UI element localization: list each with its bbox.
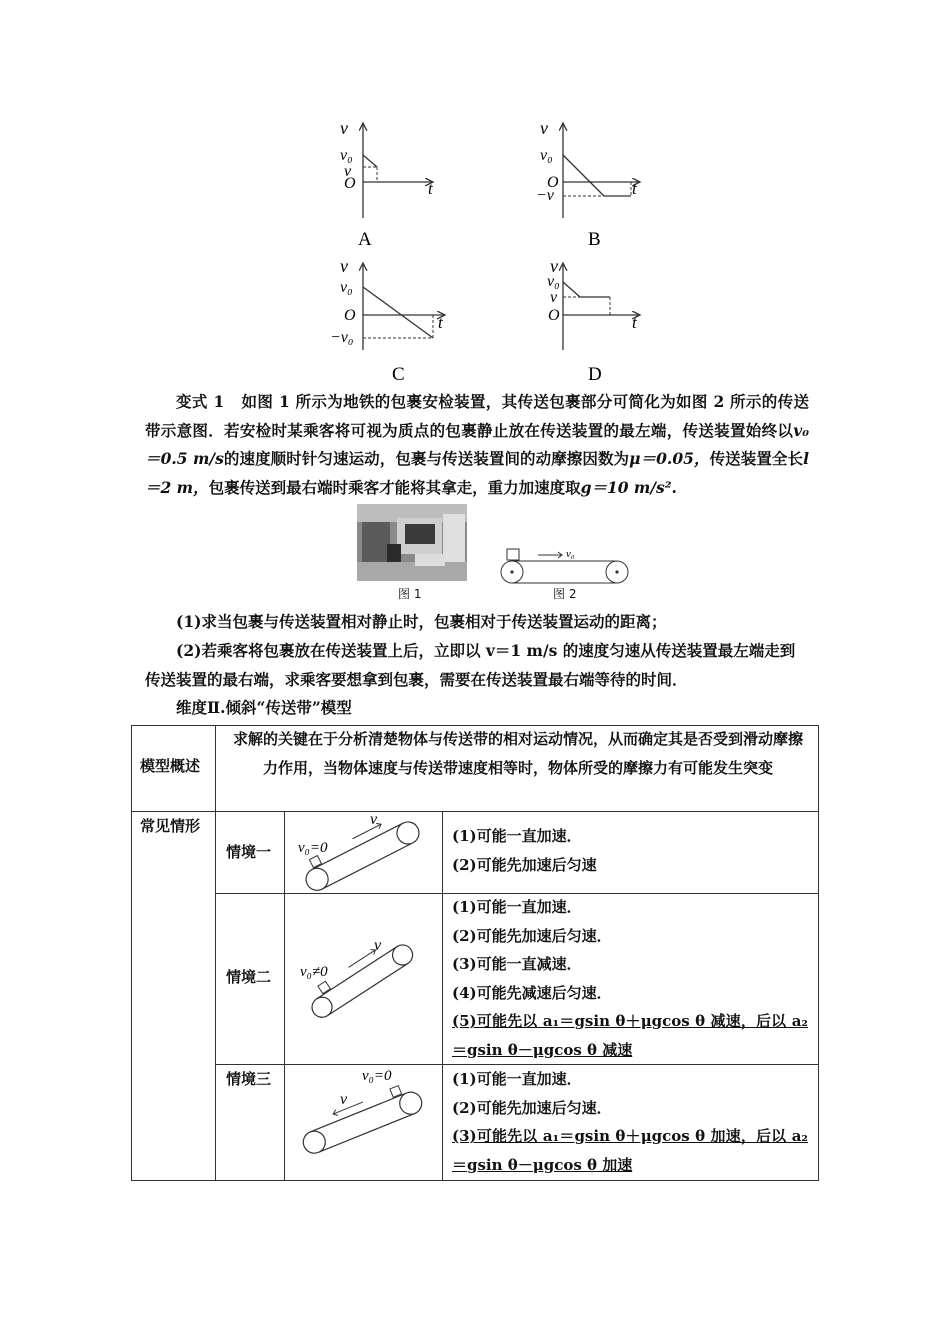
graph-d-tick-v0: v₀	[547, 273, 560, 290]
case-3-lines	[452, 1065, 808, 1179]
case-2-line-3: (3)可能一直减速．	[452, 955, 582, 973]
variant-text-4: 包裹传送到最右端时乘客才能将其拿走，重力加速度取	[208, 477, 581, 497]
case-2-v-label: v	[374, 937, 382, 954]
case-1-name: 情境一	[226, 843, 272, 861]
case-3-v0-label: v₀=0	[362, 1068, 392, 1084]
graph-d-tick-v: v	[550, 289, 558, 306]
graph-d	[547, 256, 640, 385]
graph-c-tick-v0: v₀	[340, 279, 353, 296]
graph-a-label: A	[358, 229, 372, 250]
case-2-line-1: (1)可能一直加速．	[452, 898, 582, 916]
case-2-name: 情境二	[226, 968, 272, 986]
graph-a-tick-v: v	[344, 163, 352, 180]
graph-a-v-axis: v	[340, 118, 348, 138]
graph-c	[330, 256, 445, 385]
graph-c-label: C	[392, 364, 405, 385]
case-1-line-1: (1)可能一直加速．	[452, 827, 582, 845]
graph-b-label: B	[588, 229, 601, 250]
case-2-diagram	[292, 930, 434, 1020]
case-2-line-2: (2)可能先加速后匀速．	[452, 926, 612, 945]
graph-d-t-axis: t	[632, 313, 637, 332]
question-1: (1)求当包裹与传送装置相对静止时，包裹相对于传送装置运动的距离；	[176, 612, 667, 631]
graph-d-tick-o: O	[548, 307, 560, 324]
case-3-diagram	[292, 1066, 434, 1161]
graph-d-label: D	[588, 364, 602, 385]
fig2-conveyor	[500, 546, 630, 586]
case-2-line-4: (4)可能先减速后匀速．	[452, 983, 612, 1002]
l-eq: l＝2 m，	[145, 449, 809, 497]
graph-c-tick-o: O	[344, 307, 356, 324]
case-2-v0-label: v₀≠0	[300, 964, 328, 980]
graph-b-tick-neg-v: −v	[536, 187, 554, 204]
graph-a-tick-v0: v₀	[340, 147, 353, 164]
graph-a-tick-o: O	[344, 175, 356, 192]
case-3-name: 情境三	[226, 1070, 272, 1088]
variant-text-2: 的速度顺时针匀速运动，包裹与传送装置间的动摩擦因数为	[223, 449, 630, 468]
package-box	[507, 549, 519, 560]
fig1-photo	[357, 504, 467, 581]
case-3-line-2: (2)可能先加速后匀速．	[452, 1098, 612, 1117]
case-1-line-2: (2)可能先加速后匀速	[452, 855, 597, 874]
graphs-figure	[330, 118, 650, 388]
overview-content: 求解的关键在于分析清楚物体与传送带的相对运动情况，从而确定其是否受到滑动摩擦力作用，当物体速度与传送带速度相等时，物体所受的摩擦力有可能发生突变	[232, 730, 803, 777]
case-1-diagram	[292, 812, 434, 892]
row-header-overview: 模型概述	[140, 757, 201, 775]
case-1-v-label: v	[370, 812, 378, 828]
graph-b-tick-v0: v₀	[540, 147, 553, 164]
variant-text-1: 如图 1 所示为地铁的包裹安检装置，其传送包裹部分可简化为如图 2 所示的传送带示意图．若安检时某乘客将可视为质点的包裹静止放在传送装置的最左端，传送装置始终以	[145, 392, 809, 440]
variant-text-3: 传送装置全长	[709, 449, 804, 468]
variant-paragraph	[145, 388, 809, 502]
section-title: 维度Ⅱ.倾斜“传送带”模型	[176, 698, 352, 717]
mu-eq: μ＝0.05，	[629, 449, 710, 468]
case-1-lines	[452, 822, 812, 879]
row-header-cases: 常见情形	[140, 817, 201, 835]
graph-b	[536, 118, 640, 250]
graph-a	[340, 118, 434, 250]
graph-b-v-axis: v	[540, 118, 548, 138]
graph-b-tick-o: O	[547, 174, 559, 191]
variant-title: 变式 1	[176, 392, 225, 411]
graph-a-t-axis: t	[428, 179, 433, 198]
fig2-v0-label: v₀	[566, 548, 575, 560]
question-2: (2)若乘客将包裹放在传送装置上后，立即以 v＝1 m/s 的速度匀速从传送装置最左端走到传送装置的最右端，求乘客要想拿到包裹，需要在传送装置最右端等待的时间．	[145, 641, 796, 689]
graph-c-t-axis: t	[438, 313, 443, 332]
case-3-line-3: (3)可能先以 a₁＝gsin θ＋μgcos θ 加速，后以 a₂＝gsin θ－μgcos θ 加速	[452, 1127, 808, 1174]
case-1-v0-label: v₀=0	[298, 840, 328, 856]
fig2-caption: 图 2	[553, 587, 577, 601]
graph-b-t-axis: t	[632, 179, 637, 198]
case-3-line-1: (1)可能一直加速．	[452, 1070, 582, 1088]
graph-c-v-axis: v	[340, 256, 348, 276]
v0-eq: v₀＝0.5 m/s	[145, 420, 809, 468]
graph-c-tick-neg-v0: −v₀	[330, 329, 354, 346]
case-2-line-5: (5)可能先以 a₁＝gsin θ＋μgcos θ 减速，后以 a₂＝gsin θ－μgcos θ 减速	[452, 1012, 808, 1059]
graph-d-v-axis: v	[550, 256, 558, 276]
case-3-v-label: v	[340, 1091, 348, 1108]
g-eq: g＝10 m/s².	[580, 477, 677, 497]
fig1-caption: 图 1	[398, 587, 422, 601]
case-2-lines	[452, 893, 808, 1064]
